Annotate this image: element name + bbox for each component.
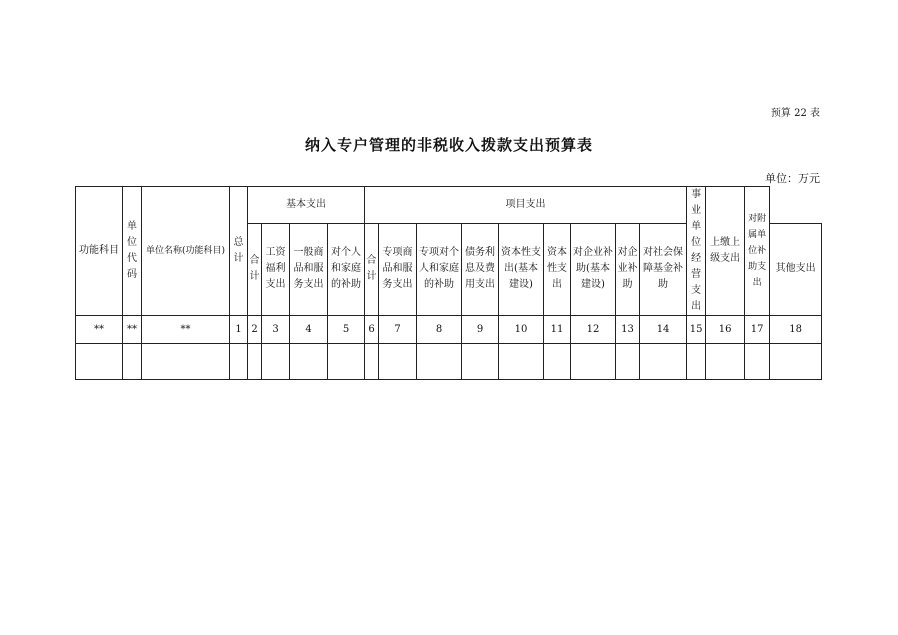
col-number: 6 <box>365 316 379 344</box>
col-number: 3 <box>262 316 290 344</box>
col-number: ** <box>76 316 123 344</box>
header-func-subject: 功能科目 <box>76 187 123 316</box>
col-number: 8 <box>417 316 462 344</box>
header-project-enterprise: 对企业补助(基本建设) <box>571 223 616 315</box>
data-cell[interactable] <box>745 344 770 380</box>
col-number: ** <box>123 316 142 344</box>
col-number: 17 <box>745 316 770 344</box>
form-number: 预算 22 表 <box>770 108 820 119</box>
data-cell[interactable] <box>262 344 290 380</box>
page-title: 纳入专户管理的非税收入拨款支出预算表 <box>304 136 593 154</box>
header-project-goods: 专项商品和服务支出 <box>379 223 417 315</box>
header-project-expenditure: 项目支出 <box>365 187 687 224</box>
header-project-capital: 资本性支出(基本建设) <box>499 223 544 315</box>
col-number: 18 <box>770 316 822 344</box>
data-cell[interactable] <box>571 344 616 380</box>
budget-table <box>75 186 822 380</box>
header-basic-expenditure: 基本支出 <box>248 187 365 224</box>
data-cell[interactable] <box>379 344 417 380</box>
header-project-other: 其他支出 <box>770 223 822 315</box>
col-number: ** <box>142 316 230 344</box>
column-number-row <box>76 316 822 344</box>
header-total: 总计 <box>230 187 248 316</box>
header-project-total: 合计 <box>365 223 379 315</box>
header-project-subsidy: 专项对个人和家庭的补助 <box>417 223 462 315</box>
data-cell[interactable] <box>230 344 248 380</box>
col-number: 12 <box>571 316 616 344</box>
data-cell[interactable] <box>76 344 123 380</box>
header-basic-subsidy: 对个人和家庭的补助 <box>328 223 365 315</box>
header-project-debt: 债务利息及费用支出 <box>462 223 499 315</box>
data-cell[interactable] <box>248 344 262 380</box>
col-number: 15 <box>687 316 706 344</box>
header-project-capital-2: 资本性支出 <box>544 223 571 315</box>
header-upper-level: 上缴上级支出 <box>706 187 745 316</box>
data-cell[interactable] <box>499 344 544 380</box>
col-number: 13 <box>616 316 640 344</box>
data-cell[interactable] <box>544 344 571 380</box>
col-number: 10 <box>499 316 544 344</box>
data-cell[interactable] <box>417 344 462 380</box>
header-business-ops: 事业单位经营支出 <box>687 187 706 316</box>
data-cell[interactable] <box>290 344 328 380</box>
col-number: 4 <box>290 316 328 344</box>
data-cell[interactable] <box>365 344 379 380</box>
data-cell[interactable] <box>706 344 745 380</box>
unit-label: 单位：万元 <box>765 172 820 185</box>
data-cell[interactable] <box>123 344 142 380</box>
col-number: 5 <box>328 316 365 344</box>
col-number: 1 <box>230 316 248 344</box>
data-cell[interactable] <box>328 344 365 380</box>
col-number: 16 <box>706 316 745 344</box>
col-number: 14 <box>640 316 687 344</box>
col-number: 9 <box>462 316 499 344</box>
header-basic-total: 合计 <box>248 223 262 315</box>
data-cell[interactable] <box>770 344 822 380</box>
header-unit-code: 单位代码 <box>123 187 142 316</box>
data-cell[interactable] <box>616 344 640 380</box>
header-affiliated-subsidy: 对附属单位补助支出 <box>745 187 770 316</box>
col-number: 7 <box>379 316 417 344</box>
header-project-enterprise-2: 对企业补助 <box>616 223 640 315</box>
col-number: 2 <box>248 316 262 344</box>
header-unit-name: 单位名称(功能科目) <box>142 187 230 316</box>
header-project-social: 对社会保障基金补助 <box>640 223 687 315</box>
data-cell[interactable] <box>640 344 687 380</box>
header-basic-goods: 一般商品和服务支出 <box>290 223 328 315</box>
empty-data-row <box>76 344 822 380</box>
data-cell[interactable] <box>142 344 230 380</box>
data-cell[interactable] <box>462 344 499 380</box>
data-cell[interactable] <box>687 344 706 380</box>
col-number: 11 <box>544 316 571 344</box>
header-basic-salary: 工资福利支出 <box>262 223 290 315</box>
